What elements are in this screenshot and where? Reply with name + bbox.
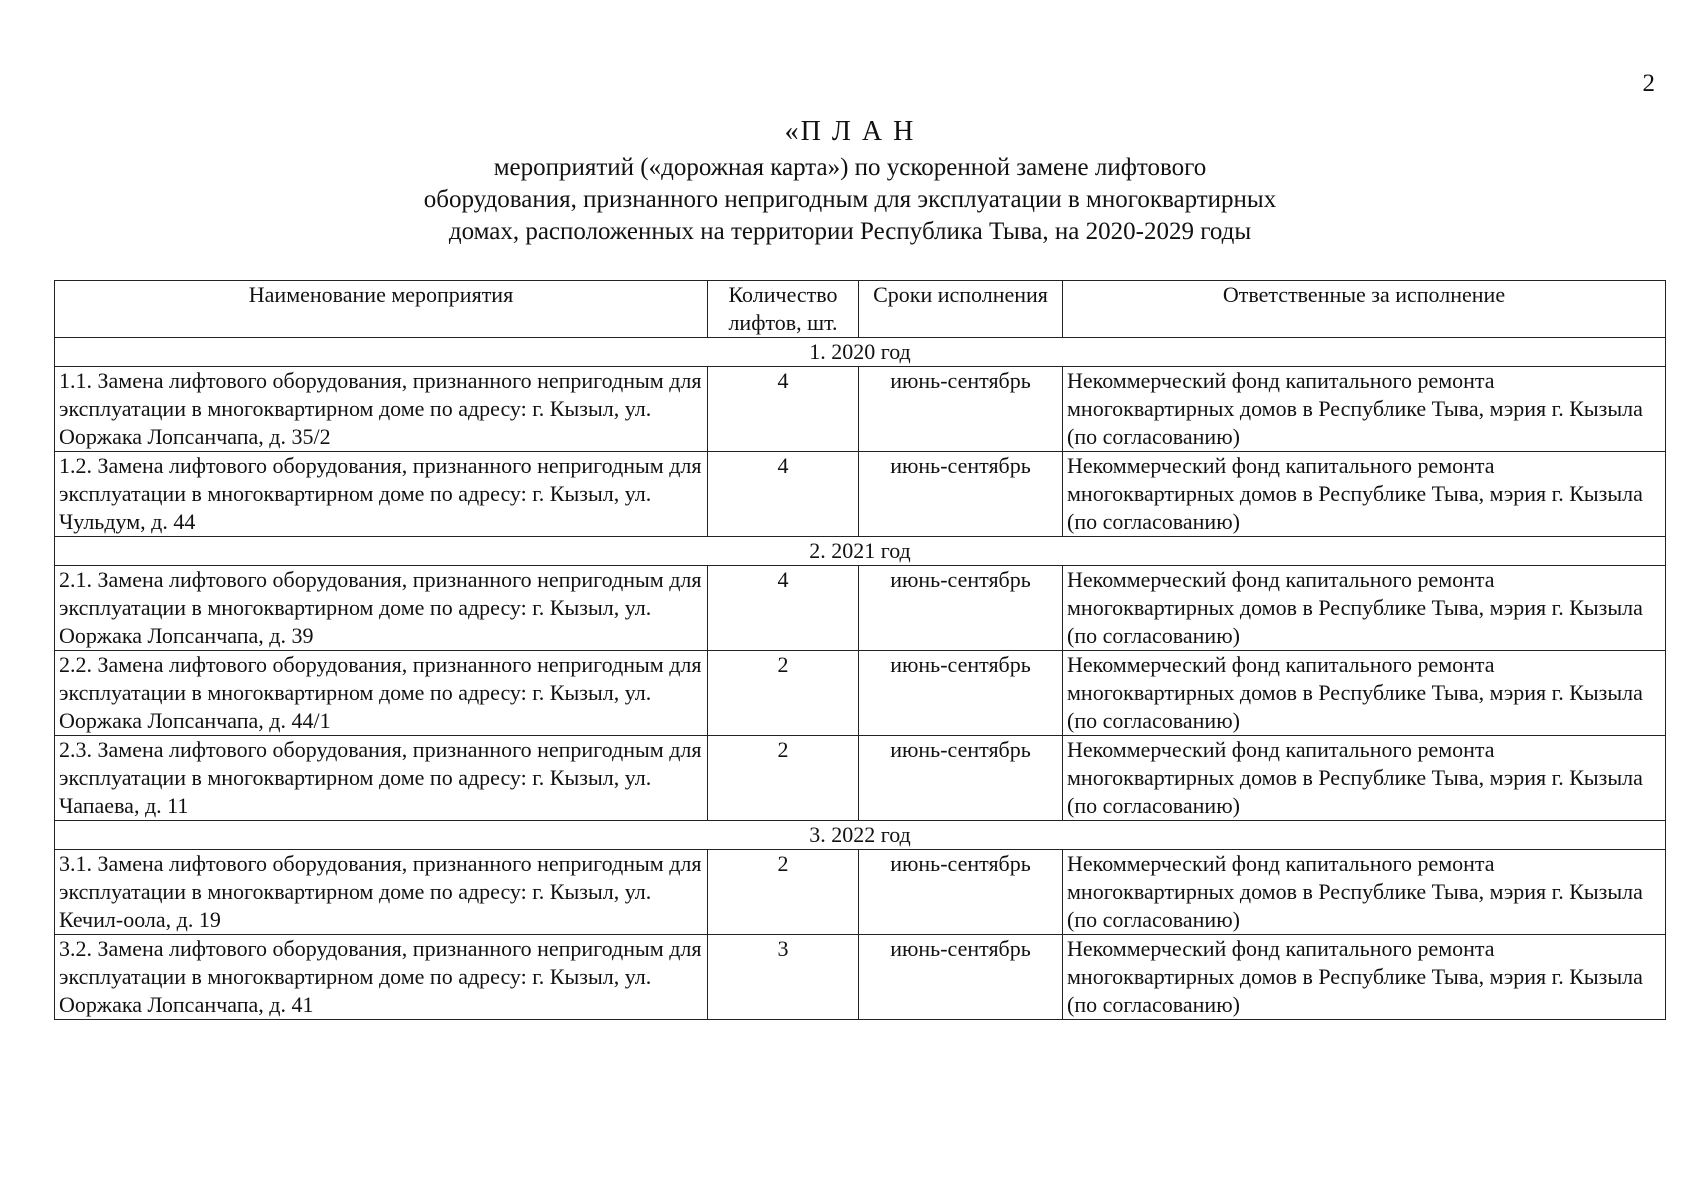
cell-name: 2.3. Замена лифтового оборудования, признанного непригодным для эксплуатации в многоквартирном доме по адресу: г. Кызыл, ул. Чапаева, д. 11 [55,736,708,821]
cell-responsible: Некоммерческий фонд капитального ремонта многоквартирных домов в Республике Тыва, мэрия г. Кызыла (по согласованию) [1063,566,1666,651]
year-row [55,338,1666,367]
year-row [55,821,1666,850]
cell-count: 2 [708,736,859,821]
cell-responsible: Некоммерческий фонд капитального ремонта многоквартирных домов в Республике Тыва, мэрия г. Кызыла (по согласованию) [1063,935,1666,1020]
year-label: 2. 2021 год [55,537,1666,566]
header-name: Наименование мероприятия [55,281,708,338]
cell-name: 1.1. Замена лифтового оборудования, признанного непригодным для эксплуатации в многоквартирном доме по адресу: г. Кызыл, ул. Ооржака Лопсанчапа, д. 35/2 [55,367,708,452]
cell-count: 4 [708,367,859,452]
cell-count: 4 [708,566,859,651]
cell-term: июнь-сентябрь [859,935,1063,1020]
page-number: 2 [1642,70,1655,97]
cell-count: 3 [708,935,859,1020]
title-main: «П Л А Н [784,116,916,147]
year-label: 1. 2020 год [55,338,1666,367]
header-responsible: Ответственные за исполнение [1063,281,1666,338]
cell-name: 3.1. Замена лифтового оборудования, признанного непригодным для эксплуатации в многоквартирном доме по адресу: г. Кызыл, ул. Кечил-оола, д. 19 [55,850,708,935]
table-row [55,935,1666,1020]
cell-name: 2.1. Замена лифтового оборудования, признанного непригодным для эксплуатации в многоквартирном доме по адресу: г. Кызыл, ул. Ооржака Лопсанчапа, д. 39 [55,566,708,651]
year-label: 3. 2022 год [55,821,1666,850]
table-row [55,367,1666,452]
cell-responsible: Некоммерческий фонд капитального ремонта многоквартирных домов в Республике Тыва, мэрия г. Кызыла (по согласованию) [1063,651,1666,736]
table-row [55,850,1666,935]
cell-term: июнь-сентябрь [859,367,1063,452]
cell-term: июнь-сентябрь [859,452,1063,537]
cell-term: июнь-сентябрь [859,566,1063,651]
cell-term: июнь-сентябрь [859,651,1063,736]
year-row [55,537,1666,566]
header-count: Количество лифтов, шт. [708,281,859,338]
cell-responsible: Некоммерческий фонд капитального ремонта многоквартирных домов в Республике Тыва, мэрия г. Кызыла (по согласованию) [1063,850,1666,935]
cell-count: 2 [708,651,859,736]
cell-responsible: Некоммерческий фонд капитального ремонта многоквартирных домов в Республике Тыва, мэрия г. Кызыла (по согласованию) [1063,367,1666,452]
cell-term: июнь-сентябрь [859,850,1063,935]
cell-responsible: Некоммерческий фонд капитального ремонта многоквартирных домов в Республике Тыва, мэрия г. Кызыла (по согласованию) [1063,736,1666,821]
header-term: Сроки исполнения [859,281,1063,338]
cell-name: 1.2. Замена лифтового оборудования, признанного непригодным для эксплуатации в многоквартирном доме по адресу: г. Кызыл, ул. Чульдум, д. 44 [55,452,708,537]
cell-count: 4 [708,452,859,537]
title-line-1: мероприятий («дорожная карта») по ускоренной замене лифтового [493,154,1207,181]
table-row [55,452,1666,537]
title-line-3: домах, расположенных на территории Республика Тыва, на 2020-2029 годы [448,218,1252,245]
cell-name: 2.2. Замена лифтового оборудования, признанного непригодным для эксплуатации в многоквартирном доме по адресу: г. Кызыл, ул. Ооржака Лопсанчапа, д. 44/1 [55,651,708,736]
table-row [55,566,1666,651]
plan-table [54,280,1666,1020]
table-row [55,736,1666,821]
cell-count: 2 [708,850,859,935]
table-header-row [55,281,1666,338]
table-row [55,651,1666,736]
title-line-2: оборудования, признанного непригодным для эксплуатации в многоквартирных [423,186,1277,213]
cell-term: июнь-сентябрь [859,736,1063,821]
cell-name: 3.2. Замена лифтового оборудования, признанного непригодным для эксплуатации в многоквартирном доме по адресу: г. Кызыл, ул. Ооржака Лопсанчапа, д. 41 [55,935,708,1020]
document-title [300,112,1400,248]
cell-responsible: Некоммерческий фонд капитального ремонта многоквартирных домов в Республике Тыва, мэрия г. Кызыла (по согласованию) [1063,452,1666,537]
